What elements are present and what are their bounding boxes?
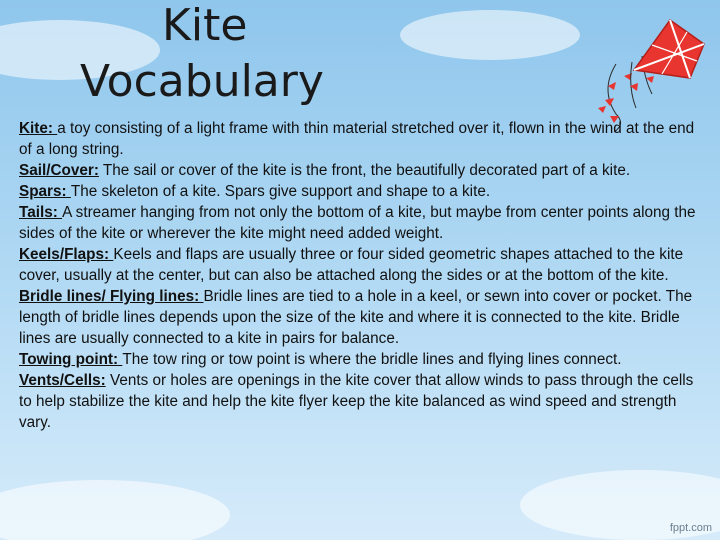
page-title bbox=[80, 0, 380, 110]
term-definition: The tow ring or tow point is where the bridle lines and flying lines connect. bbox=[122, 351, 622, 368]
term-label: Kite: bbox=[19, 120, 58, 137]
term-bridle-lines bbox=[19, 286, 699, 349]
term-definition: The sail or cover of the kite is the front, the beautifully decorated part of a kite. bbox=[98, 162, 631, 179]
term-label: Sail/Cover: bbox=[19, 162, 99, 179]
term-sail-cover bbox=[19, 160, 699, 181]
term-towing-point bbox=[19, 349, 699, 370]
term-definition: A streamer hanging from not only the bottom of a kite, but maybe from center points along the sides of the kite or wherever the kite might need added weight. bbox=[19, 204, 696, 242]
term-kite bbox=[19, 118, 699, 160]
term-label: Bridle lines/ Flying lines: bbox=[19, 288, 204, 305]
watermark: fppt.com bbox=[669, 522, 712, 534]
term-definition: a toy consisting of a light frame with thin material stretched over it, flown in the wind at the end of a long string. bbox=[19, 120, 695, 158]
term-keels-flaps bbox=[19, 244, 699, 286]
term-vents-cells bbox=[19, 370, 699, 433]
title-line-2: Vocabulary bbox=[80, 56, 324, 107]
kite-tail-bows bbox=[598, 73, 632, 123]
term-definition: Vents or holes are openings in the kite cover that allow winds to pass through the cells to help stabilize the kite and help the kite flyer keep the kite balanced as wind speed and strength vary. bbox=[19, 372, 694, 431]
cloud bbox=[400, 10, 580, 60]
title-line-1: Kite bbox=[162, 0, 248, 51]
term-label: Spars: bbox=[19, 183, 71, 200]
term-definition: Keels and flaps are usually three or four sided geometric shapes attached to the kite cover, usually at the center, but can also be attached along the sides or at the bottom of the kite. bbox=[19, 246, 684, 284]
term-label: Tails: bbox=[19, 204, 63, 221]
term-label: Towing point: bbox=[19, 351, 123, 368]
term-label: Vents/Cells: bbox=[19, 372, 106, 389]
cloud bbox=[0, 480, 230, 540]
term-spars bbox=[19, 181, 699, 202]
term-definition: Bridle lines are tied to a hole in a keel, or sewn into cover or pocket. The length of bridle lines depends upon the size of the kite and where it is connected to the kite. Bridle lines are usually connected to a kite in pairs for balance. bbox=[19, 288, 693, 347]
term-definition: The skeleton of a kite. Spars give support and shape to a kite. bbox=[70, 183, 491, 200]
vocabulary-list bbox=[19, 118, 699, 433]
term-label: Keels/Flaps: bbox=[19, 246, 114, 263]
term-tails bbox=[19, 202, 699, 244]
kite-icon bbox=[572, 16, 712, 134]
